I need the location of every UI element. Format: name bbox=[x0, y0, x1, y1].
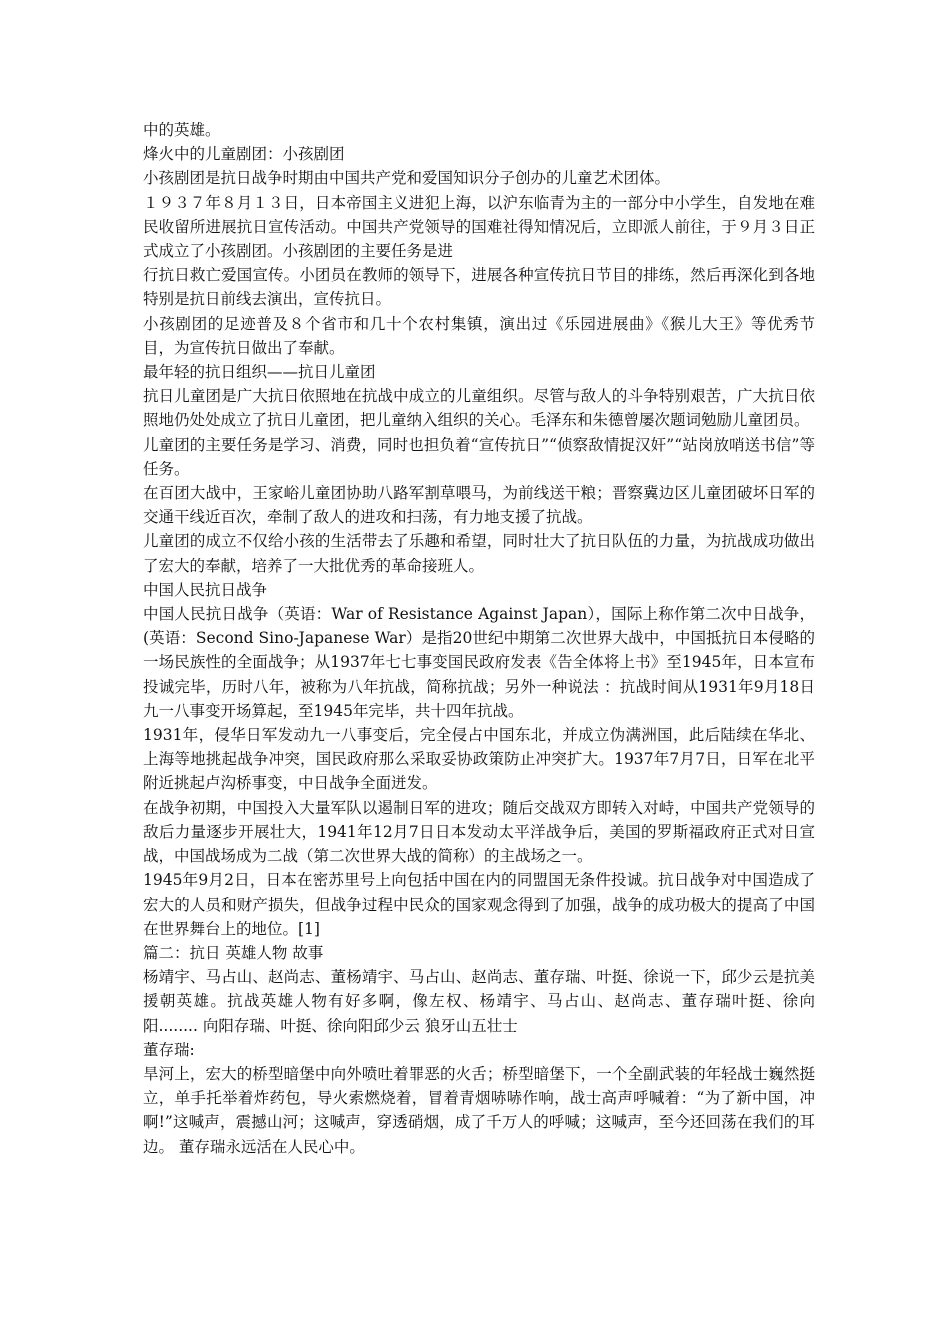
section-heading: 中国人民抗日战争 bbox=[143, 580, 268, 599]
section-heading: 烽火中的儿童剧团：小孩剧团 bbox=[143, 145, 345, 164]
section-heading: 篇二：抗日 英雄人物 故事 bbox=[143, 943, 324, 962]
paragraph: 旱河上，宏大的桥型暗堡中向外喷吐着罪恶的火舌；桥型暗堡下，一个全副武装的年轻战士巍然挺立，单手托举着炸药包，导火索燃烧着，冒着青烟哧哧作响，战士高声呼喊着：“为了新中国，冲啊!”这喊声，震撼山河；这喊声，穿透硝烟，成了千万人的呼喊；这喊声，至今还回荡在我们的耳边。 董存瑞永远活在人民心中。 bbox=[143, 1064, 815, 1156]
paragraph: １９３７年８月１３日，日本帝国主义进犯上海，以沪东临青为主的一部分中小学生，自发地在难民收留所进展抗日宣传活动。中国共产党领导的国难社得知情况后，立即派人前往，于９月３日正式成立了小孩剧团。小孩剧团的主要任务是进 bbox=[143, 193, 815, 261]
paragraph: 抗日儿童团是广大抗日依照地在抗战中成立的儿童组织。尽管与敌人的斗争特别艰苦，广大抗日依照地仍处处成立了抗日儿童团，把儿童纳入组织的关心。毛泽东和朱德曾屡次题词勉励儿童团员。 bbox=[143, 387, 815, 430]
paragraph: 儿童团的主要任务是学习、消费，同时也担负着“宣传抗日”“侦察敌情捉汉奸”“站岗放哨送书信”等任务。 bbox=[143, 435, 815, 478]
section-heading: 董存瑞: bbox=[143, 1040, 195, 1059]
paragraph: 行抗日救亡爱国宣传。小团员在教师的领导下，进展各种宣传抗日节目的排练，然后再深化到各地特别是抗日前线去演出，宣传抗日。 bbox=[143, 266, 815, 309]
paragraph: 小孩剧团的足迹普及８个省市和几十个农村集镇，演出过《乐园进展曲》《猴儿大王》等优秀节目，为宣传抗日做出了奉献。 bbox=[143, 314, 815, 357]
paragraph: 中国人民抗日战争（英语：War of Resistance Against Japan），国际上称作第二次中日战争，(英语：Second Sino-Japanese War）是指20世纪中期第二次世界大战中，中国抵抗日本侵略的一场民族性的全面战争；从1937年七七事变国民政府发表《告全体将上书》至1945年，日本宣布投诚完毕，历时八年，被称为八年抗战，简称抗战；另外一种说法 ：抗战时间从1931年9月18日九一八事变开场算起，至1945年完毕，共十四年抗战。 bbox=[143, 605, 815, 720]
document-page bbox=[143, 118, 815, 1159]
paragraph: 小孩剧团是抗日战争时期由中国共产党和爱国知识分子创办的儿童艺术团体。 bbox=[143, 169, 671, 188]
text-line: 中的英雄。 bbox=[143, 121, 221, 139]
paragraph: 在百团大战中，王家峪儿童团协助八路军割草喂马，为前线送干粮；晋察冀边区儿童团破坏日军的交通干线近百次，牵制了敌人的进攻和扫荡，有力地支援了抗战。 bbox=[143, 484, 815, 527]
paragraph: 1945年9月2日，日本在密苏里号上向包括中国在内的同盟国无条件投诚。抗日战争对中国造成了宏大的人员和财产损失，但战争过程中民众的国家观念得到了加强，战争的成功极大的提高了中国在世界舞台上的地位。[1] bbox=[143, 871, 815, 938]
paragraph: 儿童团的成立不仅给小孩的生活带去了乐趣和希望，同时壮大了抗日队伍的力量，为抗战成功做出了宏大的奉献，培养了一大批优秀的革命接班人。 bbox=[143, 532, 815, 575]
paragraph: 杨靖宇、马占山、赵尚志、董杨靖宇、马占山、赵尚志、董存瑞、叶挺、徐说一下，邱少云是抗美援朝英雄。抗战英雄人物有好多啊，像左权、杨靖宇、马占山、赵尚志、董存瑞叶挺、徐向阳........ 向阳存瑞、叶挺、徐向阳邱少云 狼牙山五壮士 bbox=[143, 968, 815, 1035]
paragraph: 1931年，侵华日军发动九一八事变后，完全侵占中国东北，并成立伪满洲国，此后陆续在华北、上海等地挑起战争冲突，国民政府那么采取妥协政策防止冲突扩大。1937年7月7日，日军在北平附近挑起卢沟桥事变，中日战争全面迸发。 bbox=[143, 726, 815, 793]
section-heading: 最年轻的抗日组织——抗日儿童团 bbox=[143, 363, 376, 382]
paragraph: 在战争初期，中国投入大量军队以遏制日军的进攻；随后交战双方即转入对峙，中国共产党领导的敌后力量逐步开展壮大，1941年12月7日日本发动太平洋战争后，美国的罗斯福政府正式对日宣战，中国战场成为二战（第二次世界大战的简称）的主战场之一。 bbox=[143, 798, 815, 866]
